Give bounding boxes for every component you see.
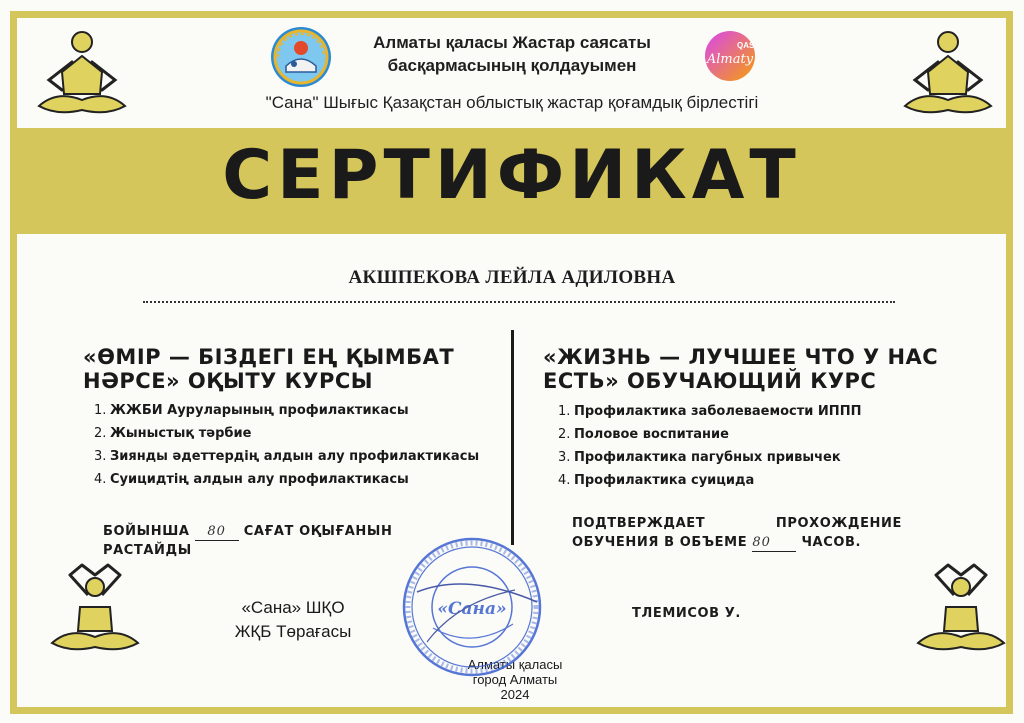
list-item-text: Жыныстық тәрбие — [110, 426, 252, 441]
list-item-number: 4. — [558, 473, 571, 488]
signature-line-2: ЖҚБ Төрағасы — [234, 622, 352, 641]
list-item-text: Профилактика пагубных привычек — [574, 450, 841, 465]
list-item-text: Суицидтің алдын алу профилактикасы — [110, 472, 409, 487]
column-divider — [511, 330, 514, 545]
list-item-text: ЖЖБИ Ауруларының профилактикасы — [110, 403, 409, 418]
confirm-line-2 — [572, 533, 902, 552]
left-course-title: «ӨМІР — БІЗДЕГІ ЕҢ ҚЫМБАТ НӘРСЕ» ОҚЫТУ КУРСЫ — [83, 345, 455, 393]
header-line-2: басқармасының қолдауымен — [387, 56, 637, 75]
list-item — [94, 471, 494, 489]
list-item — [558, 426, 958, 444]
header-line-1: Алматы қаласы Жастар саясаты — [373, 33, 651, 52]
list-item-number: 3. — [94, 449, 107, 464]
list-item — [558, 472, 958, 490]
yoga-raised-arms-icon — [40, 561, 150, 657]
confirm-text: ОБУЧЕНИЯ В ОБЪЕМЕ — [572, 535, 748, 550]
right-course-title: «ЖИЗНЬ — ЛУЧШЕЕ ЧТО У НАС ЕСТЬ» ОБУЧАЮЩИЙ КУРС — [543, 345, 939, 393]
handwritten-hours: 80 — [752, 535, 796, 552]
stamp-center-text: «Сана» — [437, 599, 507, 619]
confirm-text: БОЙЫНША — [103, 524, 190, 539]
list-item — [94, 402, 494, 420]
list-item-number: 1. — [558, 404, 571, 419]
header-organization: "Сана" Шығыс Қазақстан облыстық жастар қоғамдық бірлестігі — [265, 93, 759, 112]
logo-almaty-text: Almaty — [706, 52, 754, 67]
list-item-text: Профилактика заболеваемости ИППП — [574, 404, 862, 419]
list-item-number: 2. — [94, 426, 107, 441]
footer-line-2: город Алматы — [472, 672, 558, 687]
qas-almaty-logo — [704, 30, 756, 82]
confirm-text: ЧАСОВ. — [801, 535, 862, 550]
logo-qas-text: QAS — [737, 41, 755, 50]
right-confirmation — [572, 514, 902, 552]
list-item — [558, 403, 958, 421]
list-item-number: 1. — [94, 403, 107, 418]
almaty-city-emblem-logo — [270, 26, 332, 88]
left-topic-list — [94, 402, 494, 494]
footer-line-1: Алматы қаласы — [467, 657, 563, 672]
chairman-signature-block — [208, 596, 378, 644]
confirm-text: САҒАТ ОҚЫҒАНЫН РАСТАЙДЫ — [103, 524, 393, 558]
list-item-number: 2. — [558, 427, 571, 442]
signatory-name: ТЛЕМИСОВ У. — [632, 606, 741, 621]
right-topic-list — [558, 403, 958, 495]
name-dotted-line — [143, 301, 895, 303]
signature-line-1: «Сана» ШҚО — [241, 598, 345, 617]
list-item — [94, 425, 494, 443]
list-item-number: 4. — [94, 472, 107, 487]
handwritten-hours: 80 — [195, 524, 239, 541]
list-item-number: 3. — [558, 450, 571, 465]
list-item-text: Профилактика суицида — [574, 473, 755, 488]
list-item — [94, 448, 494, 466]
left-confirmation — [103, 522, 443, 560]
yoga-raised-arms-icon — [906, 561, 1016, 657]
confirm-text: ПОДТВЕРЖДАЕТ ПРОХОЖДЕНИЕ — [572, 516, 902, 531]
list-item-text: Половое воспитание — [574, 427, 729, 442]
footer-year: 2024 — [500, 687, 530, 702]
organization-stamp-icon — [397, 532, 547, 682]
list-item — [558, 449, 958, 467]
list-item-text: Зиянды әдеттердің алдын алу профилактикасы — [110, 449, 480, 464]
certificate-title: СЕРТИФИКАТ — [222, 136, 801, 215]
recipient-name: АКШПЕКОВА ЛЕЙЛА АДИЛОВНА — [348, 267, 676, 288]
